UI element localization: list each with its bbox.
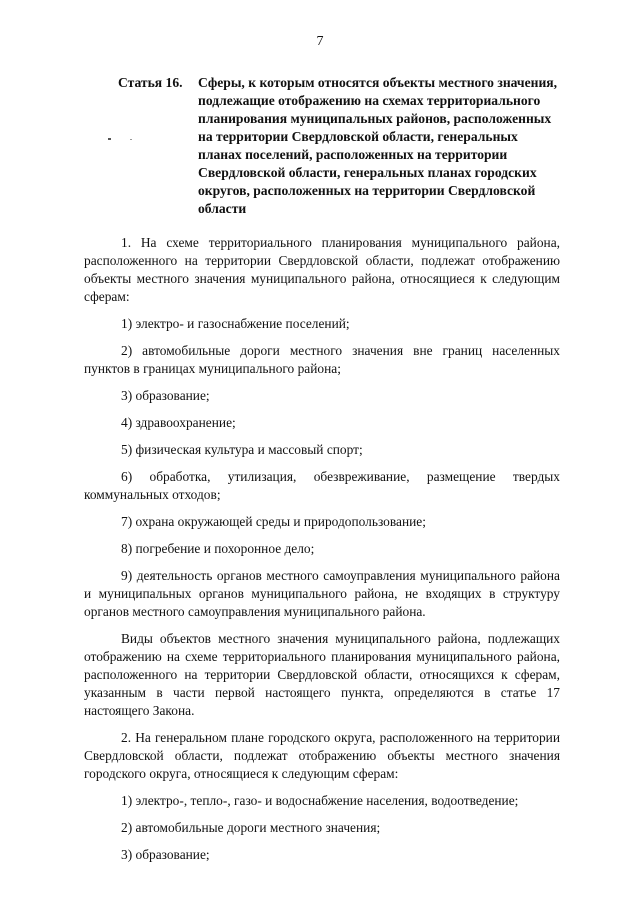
- paragraph-note: Виды объектов местного значения муниципального района, подлежащих отображению на схеме территориального планирования муниципального района, расположенного на территории Свердловской области, относящихся к сферам, указанным в части первой настоящего пункта, определяются в статье 17 настоящего Закона.: [84, 631, 560, 718]
- list-item: 9) деятельность органов местного самоуправления муниципального района и муниципальных органов муниципального района, не входящих в структуру органов местного самоуправления муниципального района.: [84, 568, 560, 619]
- list-item: 6) обработка, утилизация, обезвреживание, размещение твердых коммунальных отходов;: [84, 469, 560, 502]
- list-item: 2) автомобильные дороги местного значения вне границ населенных пунктов в границах муниципального района;: [84, 343, 560, 376]
- article-heading: [118, 74, 558, 218]
- scan-artifact: [130, 139, 132, 140]
- paragraph-clause-1: 1. На схеме территориального планирования муниципального района, расположенного на территории Свердловской области, подлежат отображению объекты местного значения муниципального района, относящиеся к следующим сферам:: [84, 235, 560, 304]
- article-title: Сферы, к которым относятся объекты местного значения, подлежащие отображению на схемах территориального планирования муниципальных районов, расположенных на территории Свердловской области, генеральных планах поселений, расположенных на территории Свердловской области, генеральных планах городских округов, расположенных на территории Свердловской области: [198, 75, 558, 216]
- list-item: 1) электро- и газоснабжение поселений;: [121, 316, 350, 331]
- article-body: [84, 234, 560, 864]
- paragraph-clause-2: 2. На генеральном плане городского округа, расположенного на территории Свердловской области, подлежат отображению объекты местного значения городского округа, относящиеся к следующим сферам:: [84, 730, 560, 781]
- list-item: 3) образование;: [121, 388, 210, 403]
- list-item: 4) здравоохранение;: [121, 415, 236, 430]
- article-label: Статья 16.: [118, 75, 183, 90]
- list-item: 1) электро-, тепло-, газо- и водоснабжение населения, водоотведение;: [121, 793, 519, 808]
- list-item: 3) образование;: [121, 847, 210, 862]
- list-item: 8) погребение и похоронное дело;: [121, 541, 315, 556]
- scan-artifact: [108, 138, 111, 140]
- page-number: 7: [316, 34, 324, 49]
- list-item: 7) охрана окружающей среды и природопользование;: [121, 514, 426, 529]
- list-item: 2) автомобильные дороги местного значения;: [121, 820, 381, 835]
- list-item: 5) физическая культура и массовый спорт;: [121, 442, 363, 457]
